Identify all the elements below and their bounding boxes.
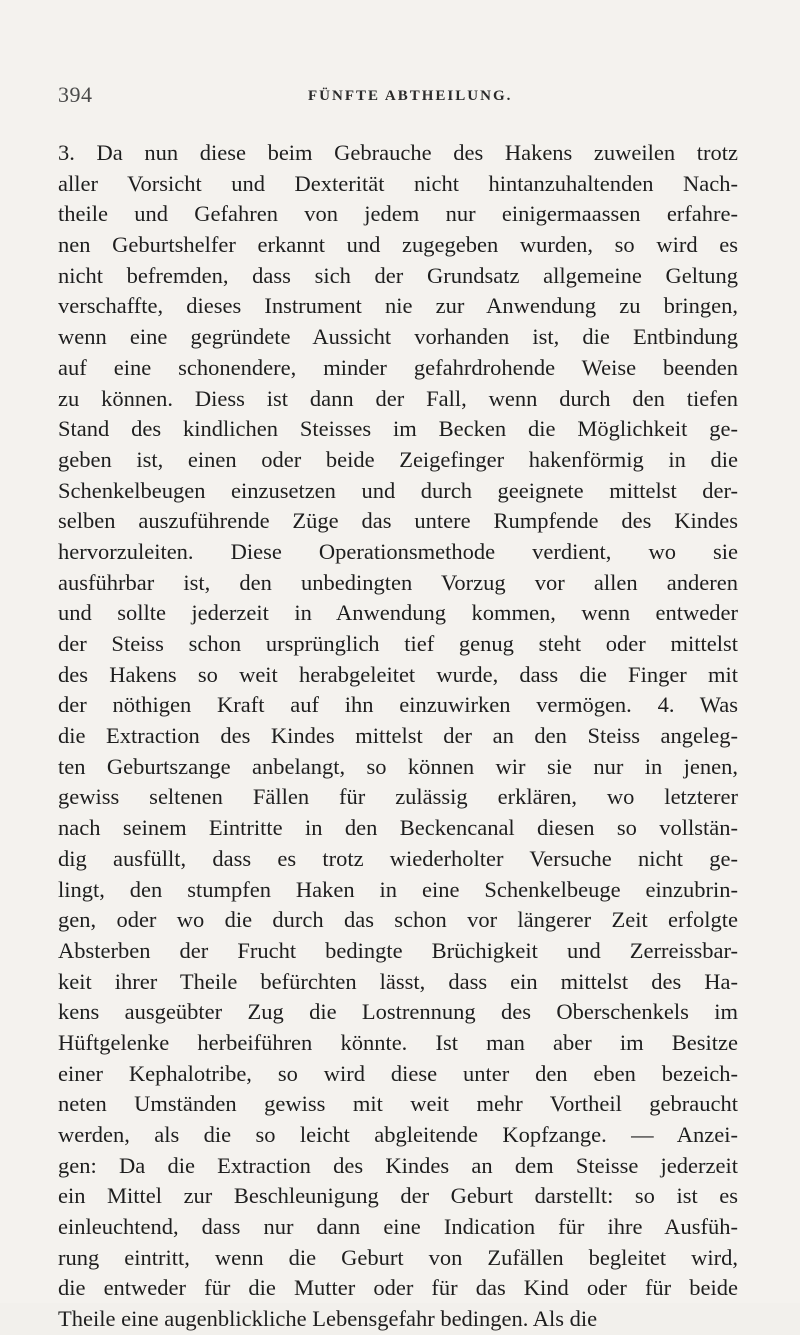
text-line: der Steiss schon ursprünglich tief genug steht oder mittelst: [58, 631, 738, 656]
text-line: kens ausgeübter Zug die Lostrennung des Oberschenkels im: [58, 999, 738, 1025]
text-line: Hüftgelenke herbeiführen könnte. Ist man aber im Besitze: [58, 1029, 738, 1055]
text-line: ein Mittel zur Beschleunigung der Geburt darstellt: so ist es: [58, 1183, 738, 1209]
text-line: und sollte jederzeit in Anwendung kommen, wenn entweder: [58, 600, 738, 626]
text-line: des Hakens so weit herabgeleitet wurde, dass die Finger mit: [58, 661, 738, 687]
text-line: aller Vorsicht und Dexterität nicht hintanzuhaltenden Nach-: [58, 170, 738, 196]
text-line: verschaffte, dieses Instrument nie zur Anwendung zu bringen,: [58, 293, 738, 319]
page-number: 394: [58, 82, 93, 107]
text-line: Schenkelbeugen einzusetzen und durch geeignete mittelst der-: [58, 477, 738, 503]
text-line: keit ihrer Theile befürchten lässt, dass ein mittelst des Ha-: [58, 968, 738, 994]
page-header: [58, 82, 738, 108]
text-line: einer Kephalotribe, so wird diese unter den eben bezeich-: [58, 1060, 738, 1086]
text-line: neten Umständen gewiss mit weit mehr Vortheil gebraucht: [58, 1091, 738, 1117]
text-line: ten Geburtszange anbelangt, so können wir sie nur in jenen,: [58, 753, 738, 779]
text-line: theile und Gefahren von jedem nur einigermaassen erfahre-: [58, 201, 738, 227]
text-line: Theile eine augenblickliche Lebensgefahr bedingen. Als die: [58, 1306, 598, 1332]
text-line: gen, oder wo die durch das schon vor längerer Zeit erfolgte: [58, 907, 738, 933]
text-line: selben auszuführende Züge das untere Rumpfende des Kindes: [58, 508, 738, 534]
text-line: nach seinem Eintritte in den Beckencanal diesen so vollstän-: [58, 815, 738, 841]
text-line: der nöthigen Kraft auf ihn einzuwirken vermögen. 4. Was: [58, 692, 738, 718]
text-line: nicht befremden, dass sich der Grundsatz allgemeine Geltung: [58, 262, 738, 288]
text-line: geben ist, einen oder beide Zeigefinger hakenförmig in die: [58, 446, 738, 472]
text-line: ausführbar ist, den unbedingten Vorzug vor allen anderen: [58, 569, 738, 595]
text-line: einleuchtend, dass nur dann eine Indication für ihre Ausfüh-: [58, 1214, 738, 1240]
text-line: gewiss seltenen Fällen für zulässig erklären, wo letzterer: [58, 784, 738, 810]
text-line: nen Geburtshelfer erkannt und zugegeben wurden, so wird es: [58, 232, 738, 258]
text-line: lingt, den stumpfen Haken in eine Schenkelbeuge einzubrin-: [58, 876, 738, 902]
text-line: Absterben der Frucht bedingte Brüchigkeit und Zerreissbar-: [58, 937, 738, 963]
running-head: FÜNFTE ABTHEILUNG.: [308, 88, 513, 104]
text-line: dig ausfüllt, dass es trotz wiederholter Versuche nicht ge-: [58, 845, 738, 871]
text-line: auf eine schonendere, minder gefahrdrohende Weise beenden: [58, 354, 738, 380]
text-line: gen: Da die Extraction des Kindes an dem Steisse jederzeit: [58, 1152, 738, 1178]
body-text: [58, 138, 738, 1335]
text-line: Stand des kindlichen Steisses im Becken die Möglichkeit ge-: [58, 416, 738, 442]
text-line: rung eintritt, wenn die Geburt von Zufällen begleitet wird,: [58, 1244, 738, 1270]
text-line: hervorzuleiten. Diese Operationsmethode verdient, wo sie: [58, 538, 738, 564]
text-line: die entweder für die Mutter oder für das Kind oder für beide: [58, 1275, 738, 1301]
text-line: die Extraction des Kindes mittelst der an den Steiss angeleg-: [58, 723, 738, 749]
text-line: zu können. Diess ist dann der Fall, wenn durch den tiefen: [58, 385, 738, 411]
text-line: wenn eine gegründete Aussicht vorhanden ist, die Entbindung: [58, 324, 738, 350]
text-line: werden, als die so leicht abgleitende Kopfzange. — Anzei-: [58, 1122, 738, 1147]
text-line: 3. Da nun diese beim Gebrauche des Hakens zuweilen trotz: [58, 140, 738, 165]
